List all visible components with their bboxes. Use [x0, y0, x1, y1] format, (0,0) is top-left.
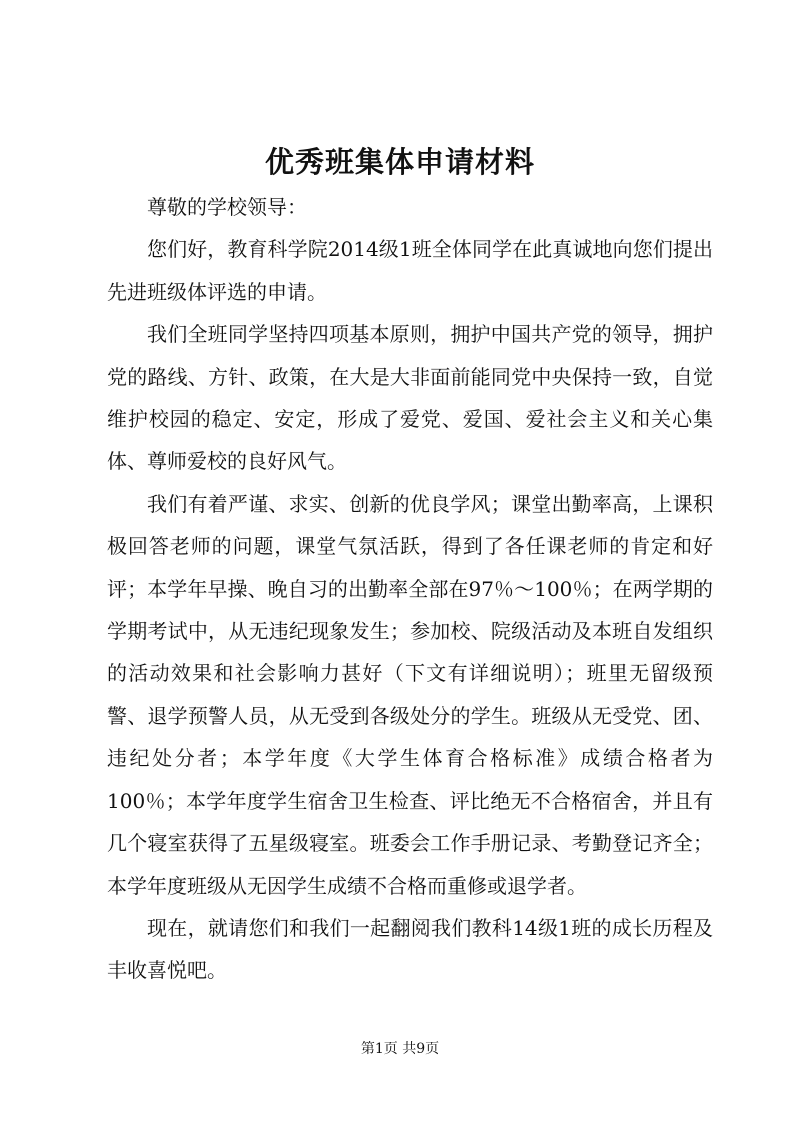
- document-body: [107, 186, 713, 992]
- paragraph-principles: 我们全班同学坚持四项基本原则，拥护中国共产党的领导，拥护党的路线、方针、政策，在大是大非面前能同党中央保持一致，自觉维护校园的稳定、安定，形成了爱党、爱国、爱社会主义和关心集体、尊师爱校的良好风气。: [107, 322, 713, 474]
- paragraph-closing: 现在，就请您们和我们一起翻阅我们教科14级1班的成长历程及丰收喜悦吧。: [107, 915, 713, 983]
- paragraph-study-style: 我们有着严谨、求实、创新的优良学风；课堂出勤率高，上课积极回答老师的问题，课堂气氛活跃，得到了各任课老师的肯定和好评；本学年早操、晚自习的出勤率全部在97％～100％；在两学期的学期考试中，从无违纪现象发生；参加校、院级活动及本班自发组织的活动效果和社会影响力甚好（下文有详细说明）；班里无留级预警、退学预警人员，从无受到各级处分的学生。班级从无受党、团、违纪处分者；本学年度《大学生体育合格标准》成绩合格者为100％；本学年度学生宿舍卫生检查、评比绝无不合格宿舍，并且有几个寝室获得了五星级寝室。班委会工作手册记录、考勤登记齐全；本学年度班级从无因学生成绩不合格而重修或退学者。: [107, 491, 713, 898]
- salutation: 尊敬的学校领导：: [147, 195, 307, 219]
- document-title: 优秀班集体申请材料: [264, 145, 535, 179]
- page-number-footer: 第1页 共9页: [360, 1041, 440, 1057]
- paragraph-greeting: 您们好，教育科学院2014级1班全体同学在此真诚地向您们提出先进班级体评选的申请。: [107, 237, 713, 304]
